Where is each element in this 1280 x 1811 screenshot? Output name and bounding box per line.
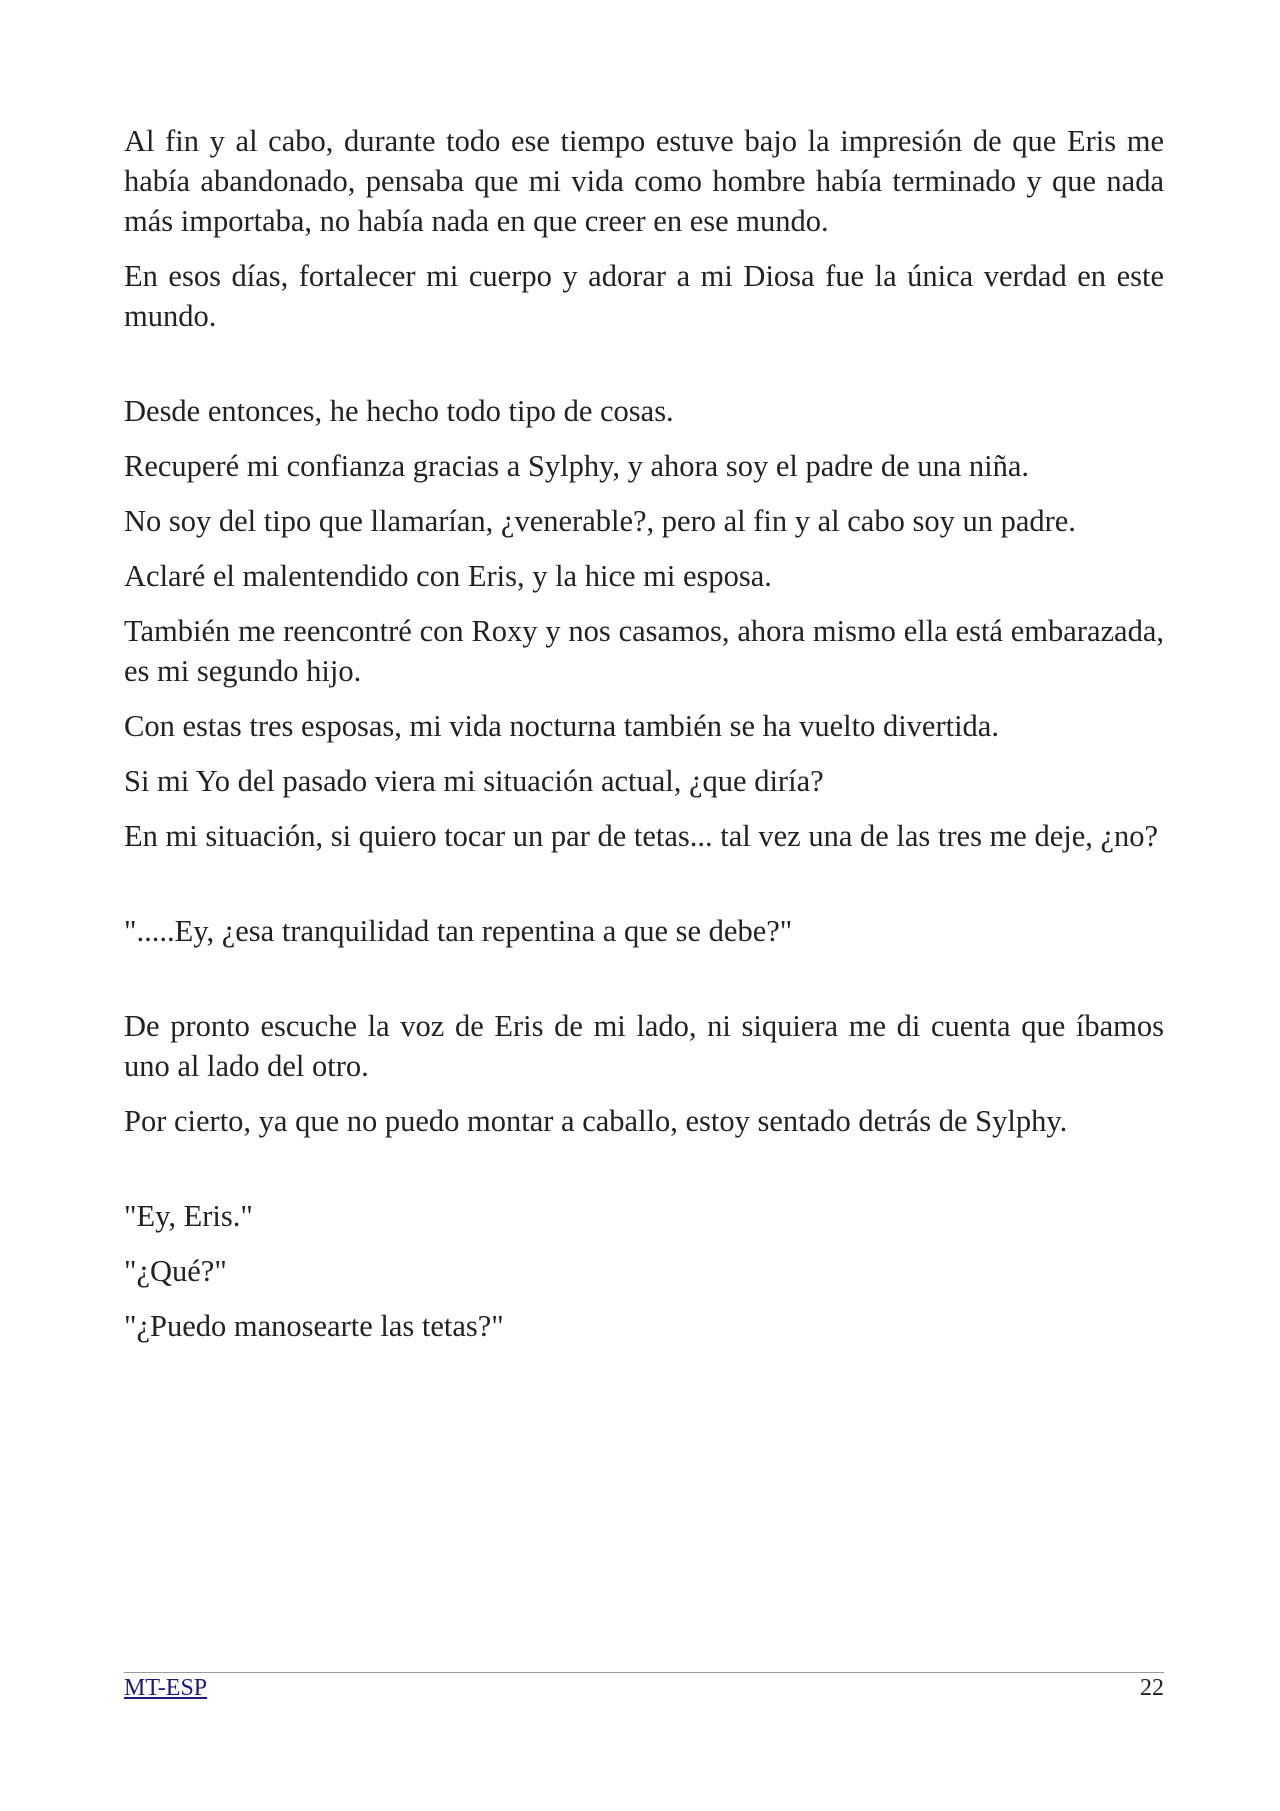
paragraph: Si mi Yo del pasado viera mi situación actual, ¿que diría? <box>124 764 824 798</box>
footer-site-link[interactable]: MT-ESP <box>124 1675 208 1701</box>
paragraph-gap <box>124 871 1164 911</box>
paragraph: De pronto escuche la voz de Eris de mi lado, ni siquiera me di cuenta que íbamos uno al lado del otro. <box>124 1009 1164 1083</box>
paragraph-gap <box>124 966 1164 1006</box>
dialogue-line: "¿Qué?" <box>124 1254 227 1288</box>
paragraph: Al fin y al cabo, durante todo ese tiempo estuve bajo la impresión de que Eris me había abandonado, pensaba que mi vida como hombre había terminado y que nada más importaba, no había nada en que creer en ese mundo. <box>124 124 1164 238</box>
paragraph-gap <box>124 1156 1164 1196</box>
paragraph: Desde entonces, he hecho todo tipo de cosas. <box>124 394 674 428</box>
dialogue-line: ".....Ey, ¿esa tranquilidad tan repentina a que se debe?" <box>124 914 793 948</box>
paragraph: Por cierto, ya que no puedo montar a caballo, estoy sentado detrás de Sylphy. <box>124 1104 1068 1138</box>
page-body <box>124 121 1164 1361</box>
paragraph: Recuperé mi confianza gracias a Sylphy, y ahora soy el padre de una niña. <box>124 449 1030 483</box>
paragraph-gap <box>124 351 1164 391</box>
paragraph: Con estas tres esposas, mi vida nocturna también se ha vuelto divertida. <box>124 709 999 743</box>
dialogue-line: "¿Puedo manosearte las tetas?" <box>124 1309 504 1343</box>
paragraph: No soy del tipo que llamarían, ¿venerable?, pero al fin y al cabo soy un padre. <box>124 504 1076 538</box>
page-number: 22 <box>1140 1675 1164 1701</box>
paragraph: También me reencontré con Roxy y nos casamos, ahora mismo ella está embarazada, es mi segundo hijo. <box>124 614 1164 688</box>
paragraph: En esos días, fortalecer mi cuerpo y adorar a mi Diosa fue la única verdad en este mundo. <box>124 259 1164 333</box>
paragraph: En mi situación, si quiero tocar un par de tetas... tal vez una de las tres me deje, ¿no? <box>124 819 1159 853</box>
dialogue-line: "Ey, Eris." <box>124 1199 253 1233</box>
footer-divider <box>124 1672 1164 1673</box>
paragraph: Aclaré el malentendido con Eris, y la hice mi esposa. <box>124 559 772 593</box>
